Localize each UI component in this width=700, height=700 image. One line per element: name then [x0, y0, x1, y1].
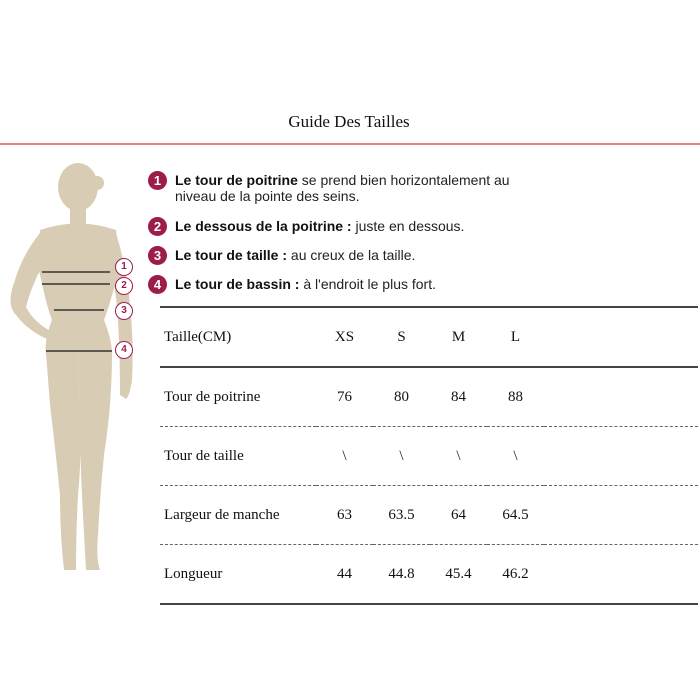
table-row [160, 486, 698, 545]
table-cell: \ [430, 427, 487, 486]
table-cell: 64.5 [487, 486, 544, 545]
table-row [160, 367, 698, 427]
size-header-l: L [487, 307, 544, 367]
table-cell: 45.4 [430, 545, 487, 605]
measure-marker-2: 2 [115, 277, 133, 295]
table-cell: 80 [373, 367, 430, 427]
legend-number-2: 2 [148, 217, 167, 236]
table-cell: 44 [316, 545, 373, 605]
title-divider [0, 143, 700, 145]
size-header-s: S [373, 307, 430, 367]
legend-description: juste en dessous. [351, 218, 465, 234]
size-header-xs: XS [316, 307, 373, 367]
legend-term: Le dessous de la poitrine : [175, 218, 352, 234]
row-label: Largeur de manche [160, 486, 316, 545]
table-row [160, 427, 698, 486]
table-cell: 88 [487, 367, 544, 427]
table-cell: 46.2 [487, 545, 544, 605]
legend-number-1: 1 [148, 171, 167, 190]
table-row [160, 545, 698, 605]
legend-number-4: 4 [148, 275, 167, 294]
table-cell: \ [487, 427, 544, 486]
row-label: Longueur [160, 545, 316, 605]
legend-description: au creux de la taille. [287, 247, 416, 263]
legend-term: Le tour de taille : [175, 247, 288, 263]
measure-marker-4: 4 [115, 341, 133, 359]
legend-term: Le tour de bassin : [175, 276, 300, 292]
size-table [160, 306, 698, 605]
table-header-row [160, 307, 698, 367]
row-label: Tour de taille [160, 427, 316, 486]
body-silhouette-illustration [0, 155, 150, 585]
measure-marker-3: 3 [115, 302, 133, 320]
page-title: Guide Des Tailles [288, 112, 410, 131]
legend-number-3: 3 [148, 246, 167, 265]
table-cell: 84 [430, 367, 487, 427]
table-cell: 63 [316, 486, 373, 545]
table-cell: \ [373, 427, 430, 486]
table-cell: 64 [430, 486, 487, 545]
table-cell: \ [316, 427, 373, 486]
table-header-label: Taille(CM) [160, 307, 316, 367]
legend-description: à l'endroit le plus fort. [299, 276, 436, 292]
table-cell: 76 [316, 367, 373, 427]
table-cell: 44.8 [373, 545, 430, 605]
legend-term: Le tour de poitrine [175, 172, 298, 188]
table-cell: 63.5 [373, 486, 430, 545]
size-header-m: M [430, 307, 487, 367]
row-label: Tour de poitrine [160, 367, 316, 427]
legend-description: se prend bien horizontalement au niveau de la pointe des seins. [175, 172, 510, 204]
measure-marker-1: 1 [115, 258, 133, 276]
